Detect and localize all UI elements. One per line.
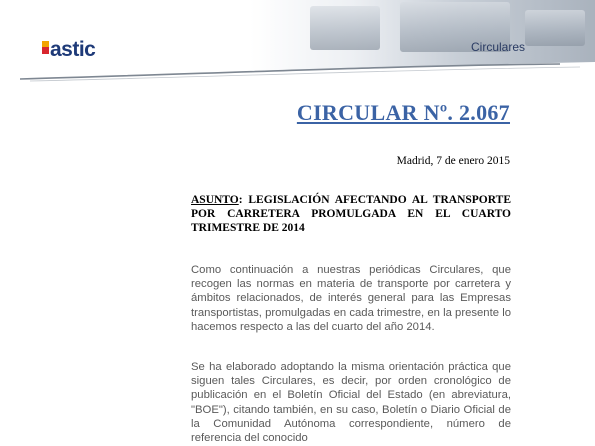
page-header [0,0,595,82]
circular-date: Madrid, 7 de enero 2015 [396,155,510,167]
paragraph-2: Se ha elaborado adoptando la misma orientación práctica que siguen tales Circulares, es decir, por orden cronológico de publicación en el Boletín Oficial del Estado (en abreviatura, "BOE"), citando también, en su caso, Boletín o Diario Oficial de la Comunidad Autónoma correspondiente, número de referencia del conocido [191,361,511,445]
circular-title: CIRCULAR Nº. 2.067 [296,100,510,125]
astic-logo [42,38,95,62]
logo-text: astic [50,38,96,61]
logo-mark-icon [42,47,49,54]
subject-keyword: ASUNTO [191,194,239,206]
paragraph-1: Como continuación a nuestras periódicas Circulares, que recogen las normas en materia de transporte por carretera y ámbitos relacionados, de interés general para las Empresas transportistas, promulgadas en cada trimestre, en la presente lo hacemos respecto a las del cuarto del año 2014. [191,264,511,333]
subject-block [191,193,511,235]
section-label: Circulares [470,40,525,54]
subject-text: : LEGISLACIÓN AFECTANDO AL TRANSPORTE POR CARRETERA PROMULGADA EN EL CUARTO TRIMESTRE DE 2014 [191,194,511,234]
